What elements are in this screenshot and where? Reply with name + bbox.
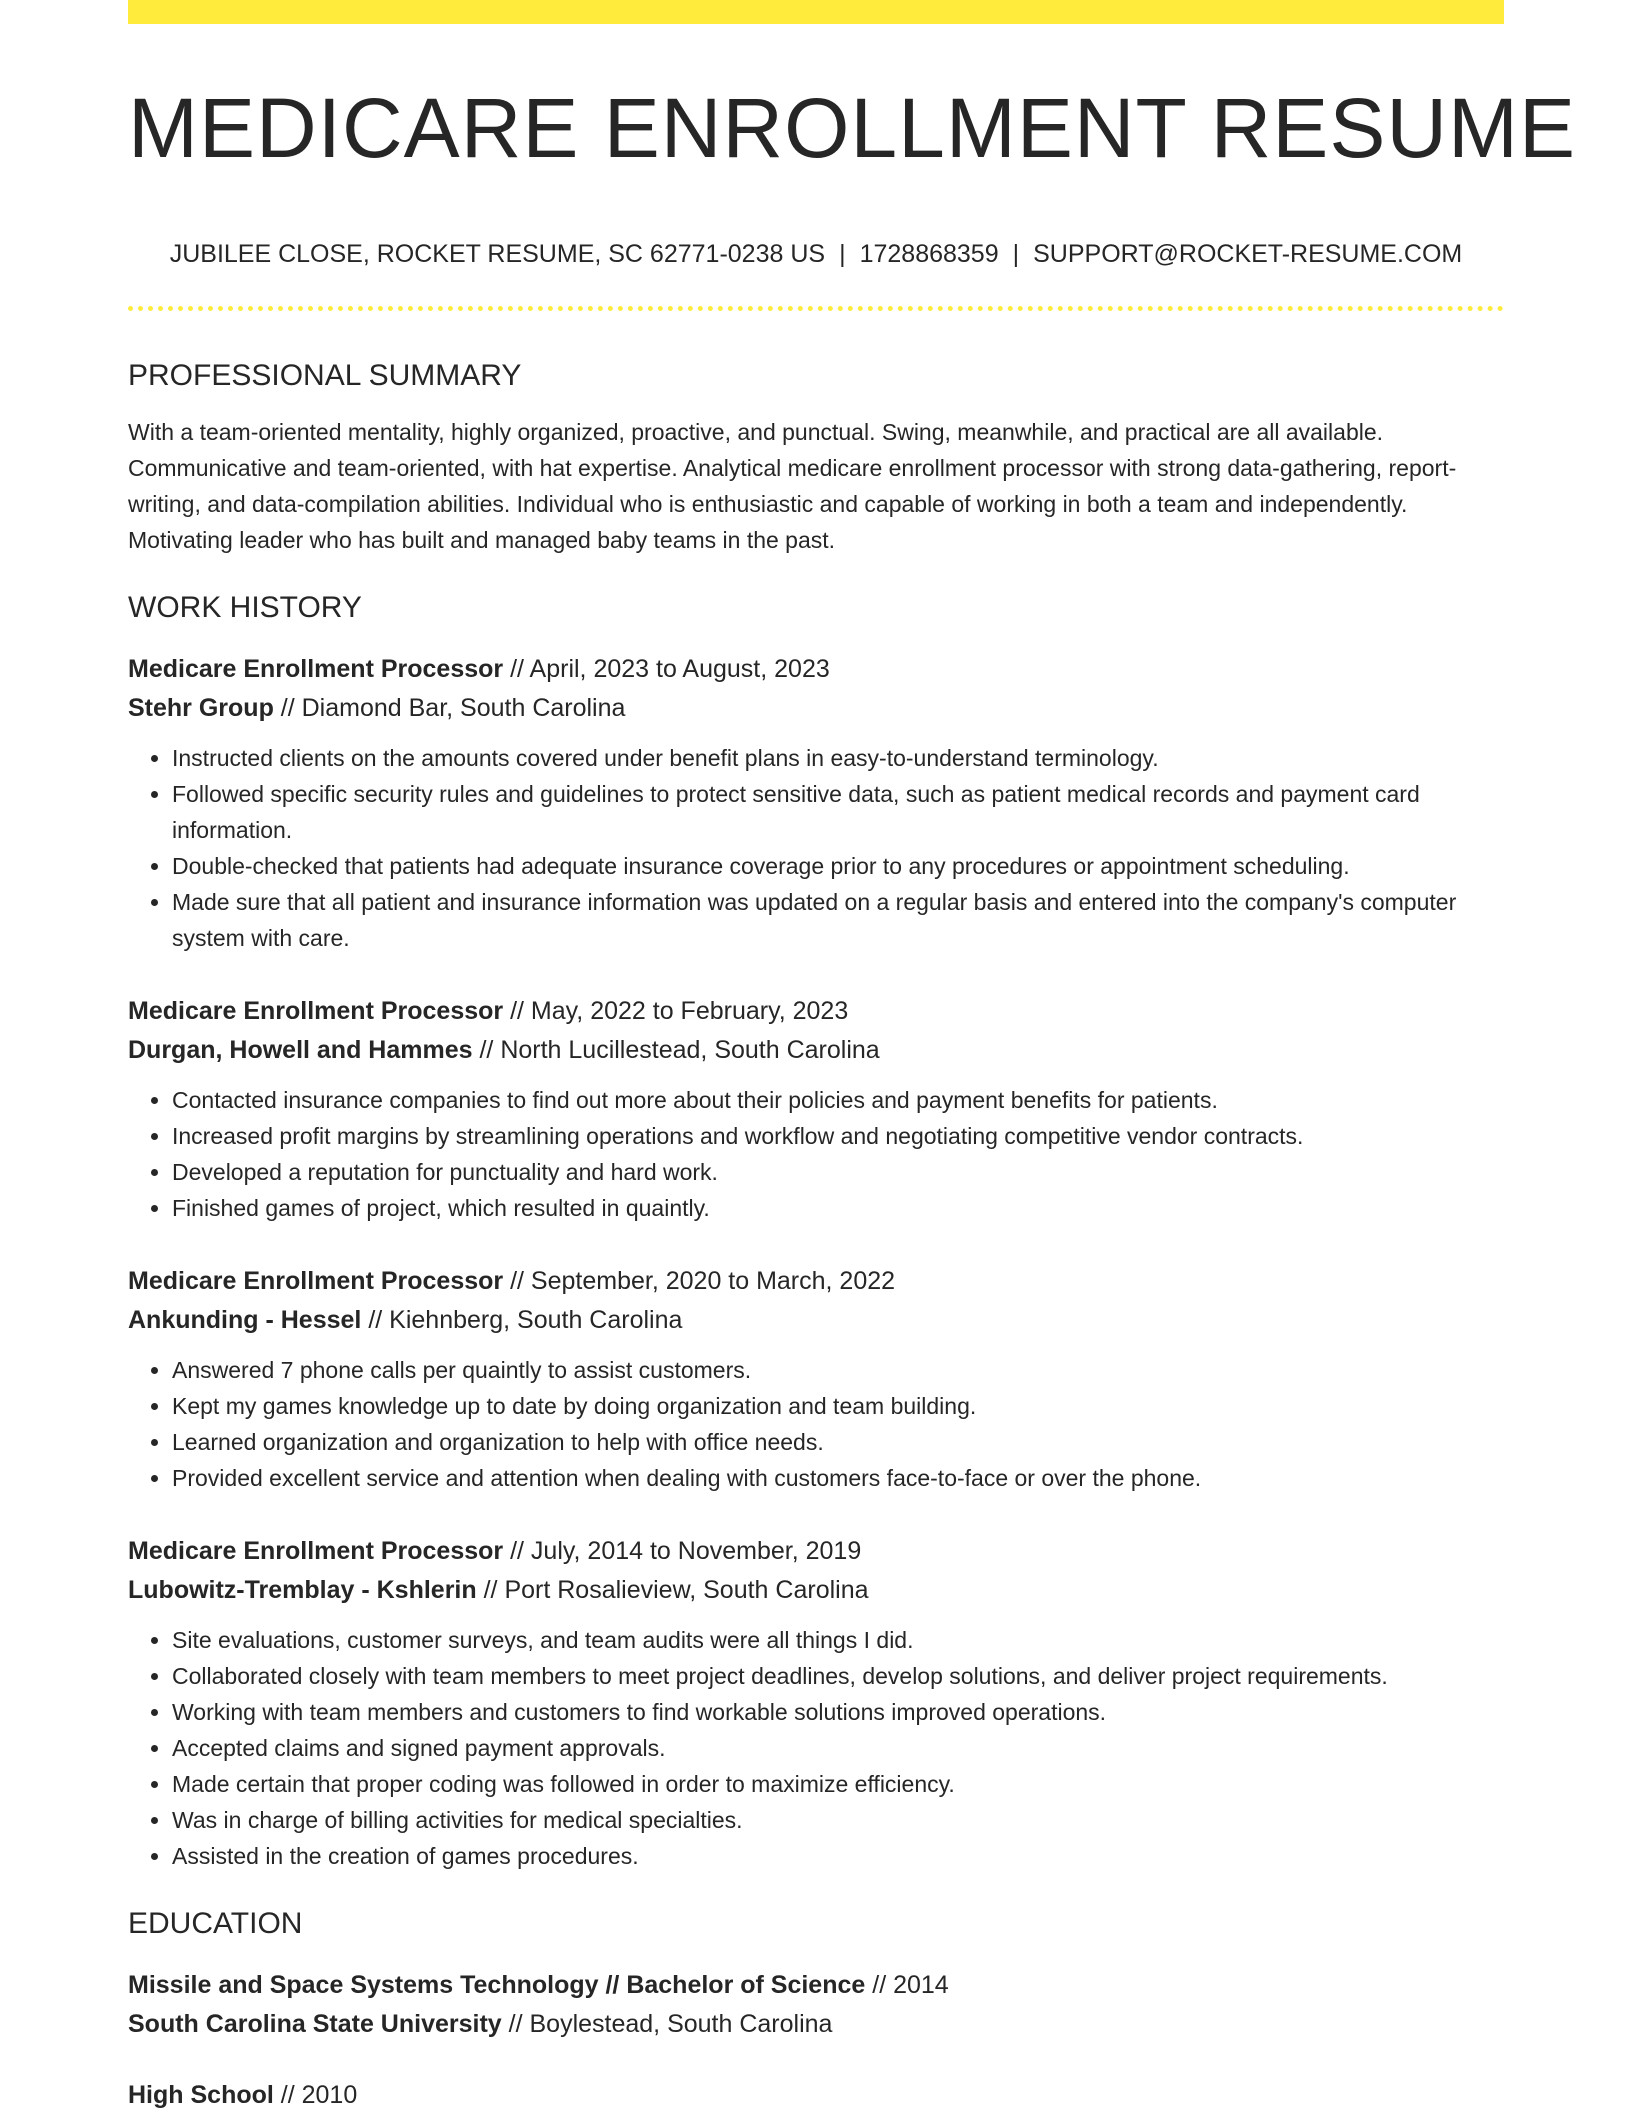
education-location: // Boylestead, South Carolina	[501, 2010, 833, 2038]
job-dates: // April, 2023 to August, 2023	[503, 655, 830, 683]
job-company-line	[128, 1031, 1504, 1070]
job-title: Medicare Enrollment Processor	[128, 997, 504, 1025]
contact-email: SUPPORT@ROCKET-RESUME.COM	[1033, 240, 1463, 268]
job-bullets	[128, 1622, 1504, 1874]
education-degree: High School	[128, 2081, 274, 2109]
list-item: • Contacted insurance companies to find out more about their policies and payment benefits for patients.	[172, 1082, 1504, 1118]
list-item: • Instructed clients on the amounts covered under benefit plans in easy-to-understand terminology.	[172, 740, 1504, 776]
education-degree-line	[128, 2076, 1504, 2115]
summary-heading: PROFESSIONAL SUMMARY	[128, 359, 522, 392]
job-title: Medicare Enrollment Processor	[128, 655, 504, 683]
job-company-line	[128, 1301, 1504, 1340]
job-location: // Kiehnberg, South Carolina	[361, 1306, 683, 1334]
education-heading: EDUCATION	[128, 1907, 303, 1940]
list-item: • Followed specific security rules and guidelines to protect sensitive data, such as patient medical records and payment card information.	[172, 776, 1504, 848]
page-title: MEDICARE ENROLLMENT RESUME	[128, 81, 1577, 175]
contact-phone: 1728868359	[859, 240, 999, 268]
job-bullets	[128, 1352, 1504, 1496]
job-location: // Port Rosalieview, South Carolina	[476, 1576, 869, 1604]
resume-content	[128, 346, 1504, 2115]
job-company: Ankunding - Hessel	[128, 1306, 362, 1334]
education-entry	[128, 1966, 1504, 2044]
dotted-divider	[128, 306, 1504, 311]
job-company: Lubowitz-Tremblay - Kshlerin	[128, 1576, 477, 1604]
work-history-heading: WORK HISTORY	[128, 591, 362, 624]
list-item: • Increased profit margins by streamlining operations and workflow and negotiating competitive vendor contracts.	[172, 1118, 1504, 1154]
education-degree: Missile and Space Systems Technology // Bachelor of Science	[128, 1971, 866, 1999]
contact-address: JUBILEE CLOSE, ROCKET RESUME, SC 62771-0238 US	[169, 240, 826, 268]
job-title-line	[128, 1262, 1504, 1301]
contact-line	[128, 236, 1504, 272]
list-item: • Developed a reputation for punctuality and hard work.	[172, 1154, 1504, 1190]
summary-text: With a team-oriented mentality, highly organized, proactive, and punctual. Swing, meanwhile, and practical are all available. Communicative and team-oriented, with hat expertise. Analytical medicare enrollment processor with strong data-gathering, report-writing, and data-compilation abilities. Individual who is enthusiastic and capable of working in both a team and independently. Motivating leader who has built and managed baby teams in the past.	[128, 419, 1457, 553]
job-location: // Diamond Bar, South Carolina	[273, 694, 626, 722]
list-item: • Provided excellent service and attention when dealing with customers face-to-face or over the phone.	[172, 1460, 1504, 1496]
list-item: • Working with team members and customers to find workable solutions improved operations.	[172, 1694, 1504, 1730]
list-item: • Made certain that proper coding was followed in order to maximize efficiency.	[172, 1766, 1504, 1802]
job-title-line	[128, 1532, 1504, 1571]
education-school: South Carolina State University	[128, 2010, 502, 2038]
list-item: • Assisted in the creation of games procedures.	[172, 1838, 1504, 1874]
list-item: • Double-checked that patients had adequate insurance coverage prior to any procedures or appointment scheduling.	[172, 848, 1504, 884]
top-accent-bar	[128, 0, 1504, 24]
list-item: • Was in charge of billing activities for medical specialties.	[172, 1802, 1504, 1838]
job-dates: // July, 2014 to November, 2019	[503, 1537, 862, 1565]
job-company: Stehr Group	[128, 694, 274, 722]
list-item: • Kept my games knowledge up to date by doing organization and team building.	[172, 1388, 1504, 1424]
job-dates: // May, 2022 to February, 2023	[503, 997, 849, 1025]
job-entry	[128, 650, 1504, 956]
job-dates: // September, 2020 to March, 2022	[503, 1267, 896, 1295]
job-company-line	[128, 1571, 1504, 1610]
job-entry	[128, 992, 1504, 1226]
education-degree-line	[128, 1966, 1504, 2005]
job-location: // North Lucillestead, South Carolina	[472, 1036, 880, 1064]
job-title: Medicare Enrollment Processor	[128, 1267, 504, 1295]
list-item: • Finished games of project, which resulted in quaintly.	[172, 1190, 1504, 1226]
education-school-line	[128, 2005, 1504, 2044]
contact-separator: |	[1012, 240, 1020, 268]
job-title: Medicare Enrollment Processor	[128, 1537, 504, 1565]
list-item: • Collaborated closely with team members to meet project deadlines, develop solutions, and deliver project requirements.	[172, 1658, 1504, 1694]
job-entry	[128, 1532, 1504, 1874]
education-year: // 2010	[273, 2081, 358, 2109]
list-item: • Made sure that all patient and insurance information was updated on a regular basis and entered into the company's computer system with care.	[172, 884, 1504, 956]
list-item: • Answered 7 phone calls per quaintly to assist customers.	[172, 1352, 1504, 1388]
job-entry	[128, 1262, 1504, 1496]
job-title-line	[128, 992, 1504, 1031]
job-bullets	[128, 1082, 1504, 1226]
education-year: // 2014	[865, 1971, 949, 1999]
list-item: • Site evaluations, customer surveys, and team audits were all things I did.	[172, 1622, 1504, 1658]
job-company: Durgan, Howell and Hammes	[128, 1036, 473, 1064]
contact-separator: |	[839, 240, 846, 268]
education-entry	[128, 2076, 1504, 2115]
job-company-line	[128, 689, 1504, 728]
job-bullets	[128, 740, 1504, 956]
list-item: • Accepted claims and signed payment approvals.	[172, 1730, 1504, 1766]
job-title-line	[128, 650, 1504, 689]
list-item: • Learned organization and organization to help with office needs.	[172, 1424, 1504, 1460]
